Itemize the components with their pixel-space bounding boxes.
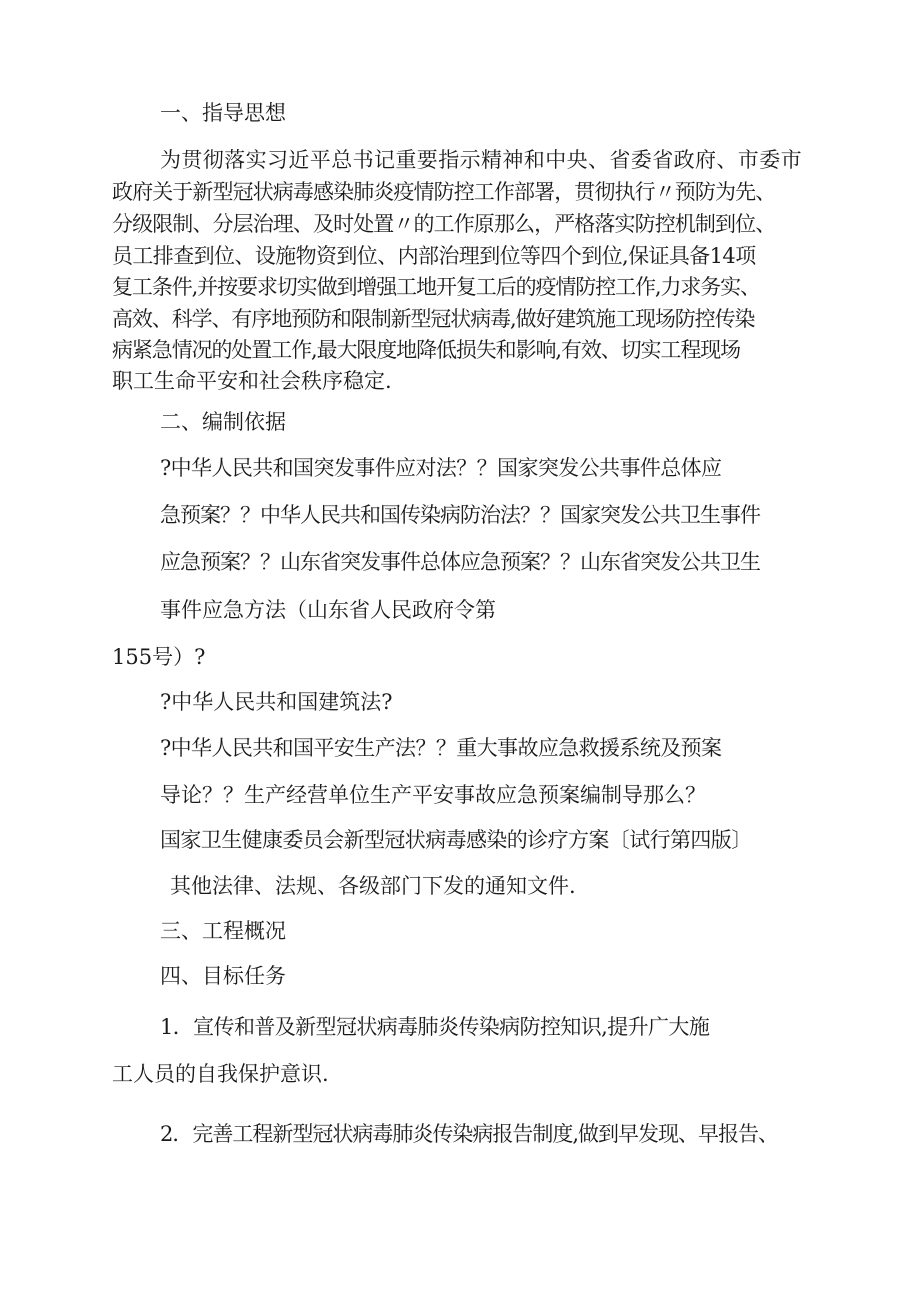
task-line: 2．完善工程新型冠状病毒肺炎传染病报告制度,做到早发现、早报告、 — [160, 1122, 779, 1146]
basis-line: 事件应急方法（山东省人民政府令第 — [160, 598, 496, 622]
basis-line: ?中华人民共和国突发事件应对法？？国家突发公共事件总体应 — [160, 456, 722, 480]
paragraph-line: 职工生命平安和社会秩序稳定. — [112, 369, 392, 393]
basis-line: ?中华人民共和国平安生产法？？重大事故应急救援系统及预案 — [160, 736, 722, 760]
paragraph-line: 为贯彻落实习近平总书记重要指示精神和中央、省委省政府、市委市 — [160, 148, 802, 172]
task-line: 1．宣传和普及新型冠状病毒肺炎传染病防控知识,提升广大施 — [160, 1015, 710, 1039]
basis-line: 其他法律、法规、各级部门下发的通知文件. — [170, 874, 576, 898]
paragraph-line: 员工排查到位、设施物资到位、内部治理到位等四个到位,保证具备14项 — [112, 244, 756, 268]
paragraph-line: 政府关于新型冠状病毒感染肺炎疫情防控工作部署，贯彻执行〃预防为先、 — [112, 180, 776, 204]
paragraph-line: 病紧急情况的处置工作,最大限度地降低损失和影响,有效、切实工程现场 — [112, 338, 741, 362]
paragraph-line: 分级限制、分层治理、及时处置〃的工作原那么，严格落实防控机制到位、 — [112, 212, 776, 236]
task-line: 工人员的自我保护意识. — [112, 1062, 329, 1086]
basis-line: ?中华人民共和国建筑法? — [160, 690, 393, 714]
section-heading-guiding-ideology: 一、指导思想 — [160, 101, 286, 125]
section-heading-project-overview: 三、工程概况 — [160, 919, 286, 943]
paragraph-line: 复工条件,并按要求切实做到增强工地开复工后的疫情防控工作,力求务实、 — [112, 275, 760, 299]
section-heading-target-tasks: 四、目标任务 — [160, 964, 286, 988]
paragraph-line: 高效、科学、有序地预防和限制新型冠状病毒,做好建筑施工现场防控传染 — [112, 307, 755, 331]
section-heading-compilation-basis: 二、编制依据 — [160, 410, 286, 434]
basis-line: 急预案？？中华人民共和国传染病防治法？？国家突发公共卫生事件 — [160, 503, 760, 527]
basis-line: 155号）? — [112, 645, 206, 669]
basis-line: 国家卫生健康委员会新型冠状病毒感染的诊疗方案〔试行第四版〕 — [160, 828, 752, 852]
basis-line: 应急预案？？山东省突发事件总体应急预案？？山东省突发公共卫生 — [160, 550, 760, 574]
basis-line: 导论？？生产经营单位生产平安事故应急预案编制导那么？ — [160, 783, 706, 807]
